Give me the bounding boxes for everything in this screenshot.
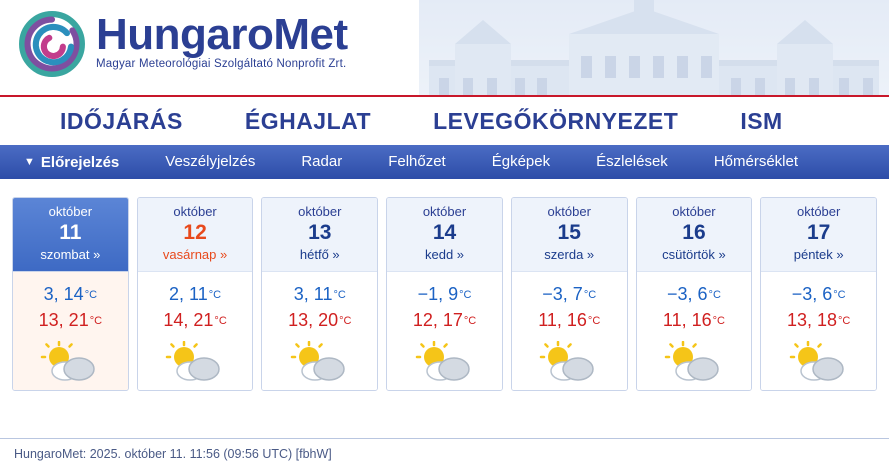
forecast-day-header	[512, 198, 627, 272]
forecast-day-month: október	[173, 204, 217, 219]
forecast-day-temp: 11, 16°C	[538, 310, 601, 330]
sun-behind-cloud-icon	[13, 340, 128, 386]
spiral-swirl-logo-icon	[18, 10, 86, 78]
forecast-day-temp: 13, 21°C	[38, 310, 103, 330]
site-header	[0, 0, 889, 95]
forecast-day-weekday: csütörtök »	[662, 247, 726, 262]
subnav-item-elorejelzes[interactable]	[14, 145, 142, 180]
forecast-day-number: 15	[557, 221, 581, 244]
forecast-day-month: október	[422, 204, 467, 219]
forecast-night-temp: −3, 7°C	[542, 284, 597, 304]
forecast-day-header	[262, 198, 377, 272]
forecast-day-weekday: szombat »	[40, 247, 101, 262]
main-navigation	[0, 95, 889, 145]
forecast-day-weekday: hétfő »	[299, 247, 340, 262]
forecast-night-temp: −3, 6°C	[791, 284, 846, 304]
subnav-item-egkepek[interactable]: Égképek	[491, 153, 551, 170]
subnav-item-elorejelzes-label: Előrejelzés	[40, 153, 120, 171]
forecast-day-body	[637, 272, 752, 390]
forecast-day-header	[761, 198, 876, 272]
forecast-day-number: 11	[59, 221, 82, 244]
forecast-day-strip	[0, 179, 889, 391]
forecast-day-temp: 13, 18°C	[786, 310, 851, 330]
forecast-day-temp: 11, 16°C	[662, 310, 725, 330]
forecast-day-card[interactable]	[12, 197, 129, 391]
nav-item-ism[interactable]: ISM	[740, 107, 783, 134]
forecast-day-number: 13	[308, 221, 332, 244]
forecast-day-weekday: szerda »	[544, 247, 595, 262]
forecast-night-temp: −3, 6°C	[667, 284, 721, 304]
forecast-day-temp: 12, 17°C	[412, 310, 477, 330]
forecast-day-number: 17	[806, 221, 831, 244]
logo-title: HungaroMet	[96, 10, 348, 59]
forecast-day-card[interactable]	[511, 197, 628, 391]
page-footer	[0, 438, 889, 471]
forecast-day-month: október	[547, 204, 591, 219]
nav-item-idojaras[interactable]: IDŐJÁRÁS	[60, 107, 183, 134]
forecast-day-weekday: kedd »	[424, 247, 465, 262]
forecast-day-card[interactable]	[386, 197, 503, 391]
forecast-day-card[interactable]	[261, 197, 378, 391]
forecast-day-month: október	[796, 204, 841, 219]
forecast-day-number: 16	[682, 221, 706, 244]
forecast-day-number: 12	[183, 221, 207, 244]
sun-behind-cloud-icon	[637, 340, 752, 386]
forecast-day-card[interactable]	[636, 197, 753, 391]
forecast-day-number: 14	[432, 221, 457, 244]
sub-navigation	[0, 145, 889, 179]
forecast-day-temp: 13, 20°C	[288, 310, 352, 330]
forecast-day-body	[138, 272, 253, 390]
forecast-night-temp: 2, 11°C	[169, 284, 222, 304]
forecast-day-header	[637, 198, 752, 272]
forecast-day-weekday: vasárnap »	[162, 247, 228, 262]
forecast-day-month: október	[298, 204, 342, 219]
forecast-day-body	[13, 272, 128, 390]
subnav-item-veszelyjelzes[interactable]: Veszélyjelzés	[165, 153, 256, 170]
forecast-day-month: október	[48, 204, 93, 219]
sun-behind-cloud-icon	[138, 340, 253, 386]
sun-behind-cloud-icon	[387, 340, 502, 386]
forecast-day-weekday: péntek »	[793, 247, 844, 262]
forecast-day-header	[13, 198, 128, 272]
sun-behind-cloud-icon	[512, 340, 627, 386]
forecast-night-temp: 3, 14°C	[43, 284, 98, 304]
building-background-image	[419, 0, 889, 95]
chevron-down-icon: ▼	[24, 155, 35, 168]
forecast-day-body	[387, 272, 502, 390]
subnav-item-homerseklet[interactable]: Hőmérséklet	[713, 153, 799, 170]
forecast-day-card[interactable]	[137, 197, 254, 391]
subnav-item-eszlelesek[interactable]: Észlelések	[596, 153, 668, 170]
nav-item-levegokornyezet[interactable]: LEVEGŐKÖRNYEZET	[433, 107, 679, 134]
forecast-day-month: október	[672, 204, 716, 219]
forecast-day-temp: 14, 21°C	[163, 310, 227, 330]
sun-behind-cloud-icon	[761, 340, 876, 386]
forecast-day-body	[262, 272, 377, 390]
forecast-day-body	[761, 272, 876, 390]
forecast-day-header	[387, 198, 502, 272]
forecast-night-temp: −1, 9°C	[417, 284, 472, 304]
nav-item-eghajlat[interactable]: ÉGHAJLAT	[244, 107, 372, 134]
footer-timestamp: HungaroMet: 2025. október 11. 11:56 (09:56 UTC) [fbhW]	[14, 447, 332, 461]
forecast-night-temp: 3, 11°C	[293, 284, 346, 304]
forecast-day-card[interactable]	[760, 197, 877, 391]
subnav-item-felhozet[interactable]: Felhőzet	[388, 153, 446, 170]
subnav-item-radar[interactable]: Radar	[301, 153, 343, 170]
site-logo[interactable]	[18, 8, 348, 78]
forecast-day-body	[512, 272, 627, 390]
forecast-day-header	[138, 198, 253, 272]
logo-subtitle: Magyar Meteorológiai Szolgáltató Nonprofit Zrt.	[96, 58, 347, 70]
sun-behind-cloud-icon	[262, 340, 377, 386]
